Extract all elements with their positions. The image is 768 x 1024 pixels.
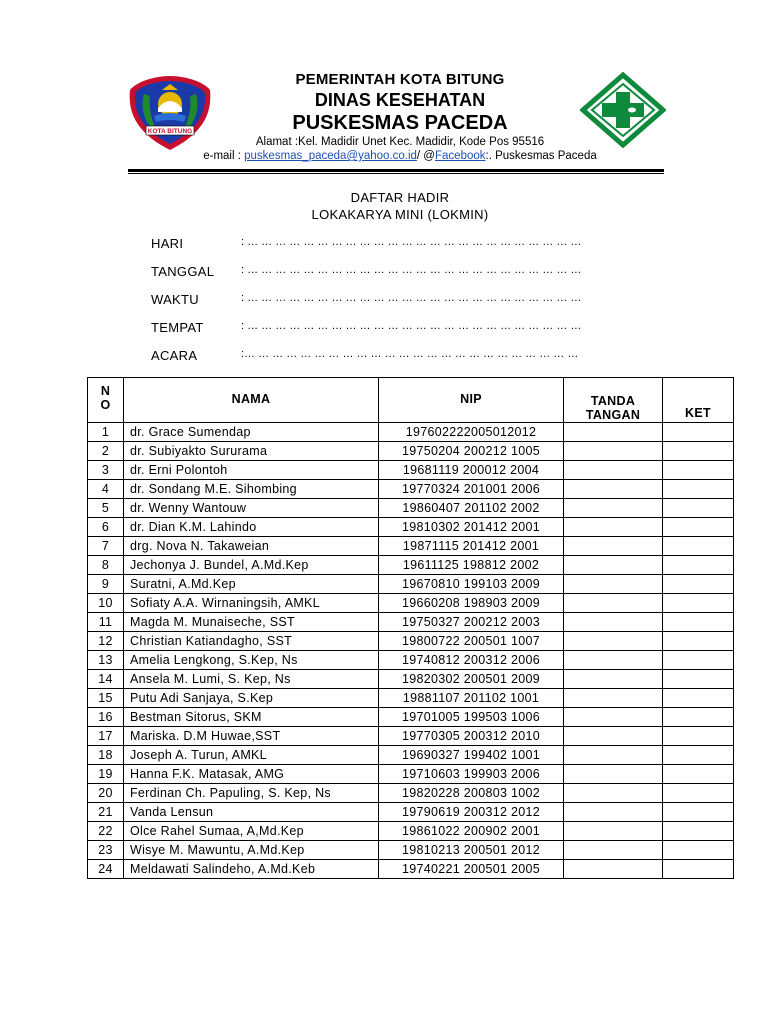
cell-no: 12 xyxy=(88,632,124,651)
cell-nip: 19710603 199903 2006 xyxy=(379,765,564,784)
cell-no: 4 xyxy=(88,480,124,499)
cell-nama: Jechonya J. Bundel, A.Md.Kep xyxy=(124,556,379,575)
header-government: PEMERINTAH KOTA BITUNG xyxy=(295,71,505,88)
cell-ket[interactable] xyxy=(663,613,734,632)
table-row xyxy=(88,480,734,499)
cell-ket[interactable] xyxy=(663,651,734,670)
table-row xyxy=(88,746,734,765)
table-row xyxy=(88,423,734,442)
cell-tanda-tangan[interactable] xyxy=(564,670,663,689)
cell-nama: dr. Dian K.M. Lahindo xyxy=(124,518,379,537)
cell-tanda-tangan[interactable] xyxy=(564,708,663,727)
cell-tanda-tangan[interactable] xyxy=(564,537,663,556)
cell-no: 8 xyxy=(88,556,124,575)
cell-no: 7 xyxy=(88,537,124,556)
table-row xyxy=(88,765,734,784)
email-separator: / @ xyxy=(416,150,435,162)
table-row xyxy=(88,461,734,480)
cell-nip: 19770324 201001 2006 xyxy=(379,480,564,499)
cell-ket[interactable] xyxy=(663,822,734,841)
cell-nip: 19670810 199103 2009 xyxy=(379,575,564,594)
cell-tanda-tangan[interactable] xyxy=(564,423,663,442)
cell-no: 22 xyxy=(88,822,124,841)
cell-nama: Putu Adi Sanjaya, S.Kep xyxy=(124,689,379,708)
table-row xyxy=(88,841,734,860)
table-row xyxy=(88,442,734,461)
field-value: : … … … … … … … … … … … … … … … … … … … … … … … … xyxy=(241,236,582,248)
cell-no: 20 xyxy=(88,784,124,803)
cell-ket[interactable] xyxy=(663,860,734,879)
cell-tanda-tangan[interactable] xyxy=(564,594,663,613)
table-row xyxy=(88,822,734,841)
header-contact xyxy=(150,150,650,162)
table-row xyxy=(88,689,734,708)
header-puskesmas: PUSKESMAS PACEDA xyxy=(292,112,508,134)
header-nip: NIP xyxy=(379,378,564,423)
cell-no: 1 xyxy=(88,423,124,442)
email-link[interactable]: puskesmas_paceda@yahoo.co.id xyxy=(244,150,417,162)
cell-nama: Ferdinan Ch. Papuling, S. Kep, Ns xyxy=(124,784,379,803)
cell-nip: 19800722 200501 1007 xyxy=(379,632,564,651)
field-label: TEMPAT xyxy=(151,320,204,335)
cell-nama: Hanna F.K. Matasak, AMG xyxy=(124,765,379,784)
table-row xyxy=(88,537,734,556)
table-row xyxy=(88,613,734,632)
cell-tanda-tangan[interactable] xyxy=(564,518,663,537)
cell-no: 23 xyxy=(88,841,124,860)
cell-tanda-tangan[interactable] xyxy=(564,784,663,803)
cell-ket[interactable] xyxy=(663,841,734,860)
header-tanda-tangan xyxy=(564,378,663,423)
cell-nama: Sofiaty A.A. Wirnaningsih, AMKL xyxy=(124,594,379,613)
table-row xyxy=(88,860,734,879)
cell-tanda-tangan[interactable] xyxy=(564,613,663,632)
cell-ket[interactable] xyxy=(663,746,734,765)
cell-nip: 19660208 198903 2009 xyxy=(379,594,564,613)
facebook-suffix: :. Puskesmas Paceda xyxy=(485,150,597,162)
cell-no: 3 xyxy=(88,461,124,480)
cell-nama: Joseph A. Turun, AMKL xyxy=(124,746,379,765)
cell-nama: dr. Subiyakto Sururama xyxy=(124,442,379,461)
table-row xyxy=(88,651,734,670)
cell-no: 24 xyxy=(88,860,124,879)
cell-nip: 19611125 198812 2002 xyxy=(379,556,564,575)
cell-nama: Suratni, A.Md.Kep xyxy=(124,575,379,594)
cell-ket[interactable] xyxy=(663,499,734,518)
email-prefix: e-mail : xyxy=(203,150,245,162)
cell-nama: Magda M. Munaiseche, SST xyxy=(124,613,379,632)
cell-nip: 19810302 201412 2001 xyxy=(379,518,564,537)
header-rule-thick xyxy=(128,169,664,172)
cell-ket[interactable] xyxy=(663,480,734,499)
table-row xyxy=(88,727,734,746)
cell-nama: Amelia Lengkong, S.Kep, Ns xyxy=(124,651,379,670)
header-rule-thin xyxy=(128,173,664,174)
cell-nip: 19861022 200902 2001 xyxy=(379,822,564,841)
cell-nip: 197602222005012012 xyxy=(379,423,564,442)
field-value: :… … … … … … … … … … … … … … … … … … … … … … … … xyxy=(241,348,579,360)
cell-no: 16 xyxy=(88,708,124,727)
doc-subtitle: LOKAKARYA MINI (LOKMIN) xyxy=(311,207,489,222)
cell-nip: 19750327 200212 2003 xyxy=(379,613,564,632)
header-no xyxy=(88,378,124,423)
doc-title: DAFTAR HADIR xyxy=(350,190,450,205)
field-label: WAKTU xyxy=(151,292,199,307)
cell-nama: dr. Grace Sumendap xyxy=(124,423,379,442)
table-row xyxy=(88,499,734,518)
cell-no: 18 xyxy=(88,746,124,765)
cell-ket[interactable] xyxy=(663,537,734,556)
cell-tanda-tangan[interactable] xyxy=(564,860,663,879)
table-body xyxy=(88,423,734,879)
cell-nip: 19701005 199503 1006 xyxy=(379,708,564,727)
table-row xyxy=(88,708,734,727)
cell-nama: Bestman Sitorus, SKM xyxy=(124,708,379,727)
facebook-link[interactable]: Facebook xyxy=(435,150,486,162)
cell-ket[interactable] xyxy=(663,518,734,537)
table-row xyxy=(88,803,734,822)
header-nama: NAMA xyxy=(124,378,379,423)
cell-ket[interactable] xyxy=(663,708,734,727)
cell-tanda-tangan[interactable] xyxy=(564,480,663,499)
cell-nama: drg. Nova N. Takaweian xyxy=(124,537,379,556)
cell-nama: Meldawati Salindeho, A.Md.Keb xyxy=(124,860,379,879)
cell-tanda-tangan[interactable] xyxy=(564,689,663,708)
cell-no: 6 xyxy=(88,518,124,537)
field-value: : … … … … … … … … … … … … … … … … … … … … … … … … xyxy=(241,292,582,304)
table-row xyxy=(88,784,734,803)
header-no-text: N O xyxy=(100,384,111,412)
cell-no: 9 xyxy=(88,575,124,594)
cell-nama: Mariska. D.M Huwae,SST xyxy=(124,727,379,746)
table-header-row xyxy=(88,378,734,423)
cell-nip: 19740221 200501 2005 xyxy=(379,860,564,879)
table-row xyxy=(88,670,734,689)
logo-left-text: KOTA BITUNG xyxy=(147,128,193,135)
cell-tanda-tangan[interactable] xyxy=(564,803,663,822)
cell-no: 10 xyxy=(88,594,124,613)
table-row xyxy=(88,556,734,575)
cell-ket[interactable] xyxy=(663,575,734,594)
header-department: DINAS KESEHATAN xyxy=(314,90,486,110)
cell-nip: 19740812 200312 2006 xyxy=(379,651,564,670)
cell-nip: 19790619 200312 2012 xyxy=(379,803,564,822)
cell-no: 17 xyxy=(88,727,124,746)
cell-tanda-tangan[interactable] xyxy=(564,651,663,670)
cell-tanda-tangan[interactable] xyxy=(564,499,663,518)
cell-ket[interactable] xyxy=(663,442,734,461)
field-value: : … … … … … … … … … … … … … … … … … … … … … … … … xyxy=(241,320,582,332)
cell-nama: Ansela M. Lumi, S. Kep, Ns xyxy=(124,670,379,689)
cell-nip: 19871115 201412 2001 xyxy=(379,537,564,556)
table-row xyxy=(88,575,734,594)
cell-nama: Wisye M. Mawuntu, A.Md.Kep xyxy=(124,841,379,860)
cell-nama: Christian Katiandagho, SST xyxy=(124,632,379,651)
cell-nip: 19820228 200803 1002 xyxy=(379,784,564,803)
cell-no: 2 xyxy=(88,442,124,461)
table-row xyxy=(88,594,734,613)
cell-nip: 19770305 200312 2010 xyxy=(379,727,564,746)
attendance-table xyxy=(87,377,734,879)
cell-nip: 19681119 200012 2004 xyxy=(379,461,564,480)
cell-nama: Vanda Lensun xyxy=(124,803,379,822)
cell-nip: 19820302 200501 2009 xyxy=(379,670,564,689)
cell-ket[interactable] xyxy=(663,556,734,575)
cell-tanda-tangan[interactable] xyxy=(564,765,663,784)
field-label: ACARA xyxy=(151,348,198,363)
cell-no: 19 xyxy=(88,765,124,784)
cell-tanda-tangan[interactable] xyxy=(564,461,663,480)
field-label: HARI xyxy=(151,236,184,251)
table-row xyxy=(88,518,734,537)
cell-tanda-tangan[interactable] xyxy=(564,841,663,860)
header-address: Alamat :Kel. Madidir Unet Kec. Madidir, Kode Pos 95516 xyxy=(255,136,545,148)
cell-no: 21 xyxy=(88,803,124,822)
cell-ket[interactable] xyxy=(663,784,734,803)
cell-tanda-tangan[interactable] xyxy=(564,575,663,594)
cell-tanda-tangan[interactable] xyxy=(564,442,663,461)
cell-no: 15 xyxy=(88,689,124,708)
cell-ket[interactable] xyxy=(663,803,734,822)
cell-no: 11 xyxy=(88,613,124,632)
cell-tanda-tangan[interactable] xyxy=(564,746,663,765)
field-value: : … … … … … … … … … … … … … … … … … … … … … … … … xyxy=(241,264,582,276)
cell-nama: dr. Wenny Wantouw xyxy=(124,499,379,518)
cell-no: 5 xyxy=(88,499,124,518)
cell-tanda-tangan[interactable] xyxy=(564,556,663,575)
cell-no: 13 xyxy=(88,651,124,670)
cell-ket[interactable] xyxy=(663,594,734,613)
cell-nip: 19860407 201102 2002 xyxy=(379,499,564,518)
cell-nama: Olce Rahel Sumaa, A,Md.Kep xyxy=(124,822,379,841)
field-label: TANGGAL xyxy=(151,264,215,279)
cell-ket[interactable] xyxy=(663,423,734,442)
cell-nip: 19810213 200501 2012 xyxy=(379,841,564,860)
cell-ket[interactable] xyxy=(663,632,734,651)
table-row xyxy=(88,632,734,651)
header-tanda-text: TANDA TANGAN xyxy=(585,394,641,422)
cell-nip: 19750204 200212 1005 xyxy=(379,442,564,461)
cell-ket[interactable] xyxy=(663,461,734,480)
header-ket: KET xyxy=(663,378,734,423)
cell-ket[interactable] xyxy=(663,689,734,708)
cell-ket[interactable] xyxy=(663,727,734,746)
cell-ket[interactable] xyxy=(663,765,734,784)
cell-no: 14 xyxy=(88,670,124,689)
cell-nip: 19881107 201102 1001 xyxy=(379,689,564,708)
cell-nip: 19690327 199402 1001 xyxy=(379,746,564,765)
cell-tanda-tangan[interactable] xyxy=(564,632,663,651)
cell-tanda-tangan[interactable] xyxy=(564,822,663,841)
cell-ket[interactable] xyxy=(663,670,734,689)
cell-tanda-tangan[interactable] xyxy=(564,727,663,746)
cell-nama: dr. Sondang M.E. Sihombing xyxy=(124,480,379,499)
cell-nama: dr. Erni Polontoh xyxy=(124,461,379,480)
